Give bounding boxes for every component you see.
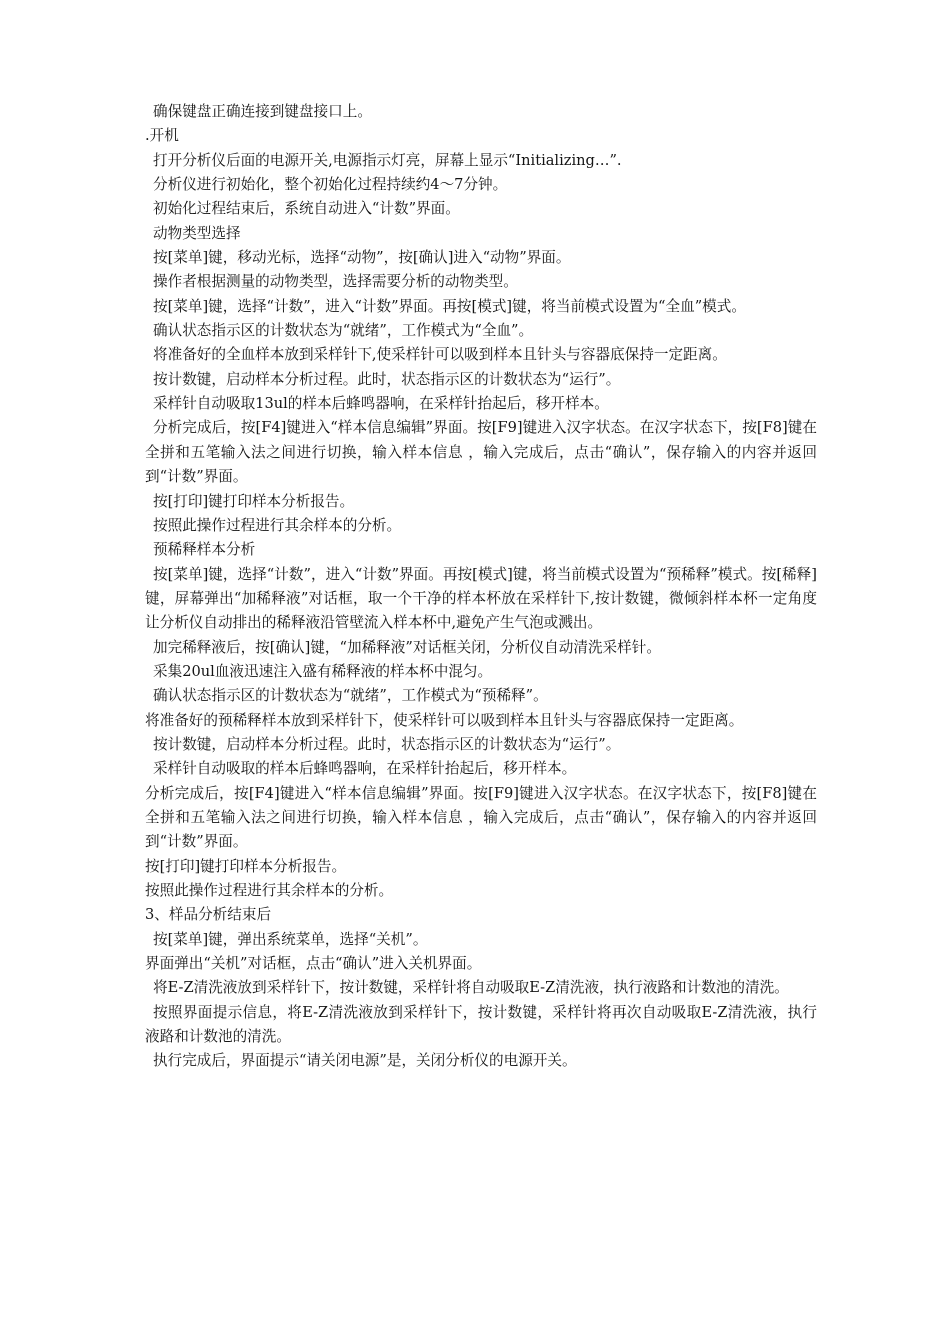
paragraph: 按计数键，启动样本分析过程。此时，状态指示区的计数状态为“运行”。 <box>153 370 621 388</box>
paragraph: 按[菜单]键，选择“计数”，进入“计数”界面。再按[模式]键，将当前模式设置为“全血”模式。 <box>153 297 746 315</box>
paragraph: 按[菜单]键，弹出系统菜单，选择“关机”。 <box>153 930 428 948</box>
paragraph: 打开分析仪后面的电源开关,电源指示灯亮，屏幕上显示“Initializing…”. <box>153 151 622 169</box>
paragraph: 确认状态指示区的计数状态为“就绪”，工作模式为“全血”。 <box>153 322 534 340</box>
paragraph: 采样针自动吸取13ul的样本后蜂鸣器响，在采样针抬起后，移开样本。 <box>153 395 609 413</box>
paragraph: 按照此操作过程进行其余样本的分析。 <box>153 516 402 534</box>
paragraph: 采集20ul血液迅速注入盛有稀释液的样本杯中混匀。 <box>153 662 493 680</box>
paragraph: 按[菜单]键，移动光标，选择“动物”，按[确认]进入“动物”界面。 <box>153 249 571 267</box>
paragraph: 按照界面提示信息，将E-Z清洗液放到采样针下，按计数键，采样针将再次自动吸取E-Z清洗液，执行液路和计数池的清洗。 <box>145 1003 817 1046</box>
paragraph: 分析完成后，按[F4]键进入“样本信息编辑”界面。按[F9]键进入汉字状态。在汉字状态下，按[F8]键在全拼和五笔输入法之间进行切换，输入样本信息 ，输入完成后，点击“确认”，保存输入的内容并返回到“计数”界面。 <box>145 419 817 486</box>
paragraph: 按照此操作过程进行其余样本的分析。 <box>145 882 394 899</box>
paragraph: 界面弹出“关机”对话框，点击“确认”进入关机界面。 <box>145 955 482 973</box>
paragraph: 执行完成后，界面提示“请关闭电源”是，关闭分析仪的电源开关。 <box>153 1052 577 1070</box>
paragraph: 将准备好的全血样本放到采样针下,使采样针可以吸到样本且针头与容器底保持一定距离。 <box>153 346 727 364</box>
paragraph: 按计数键，启动样本分析过程。此时，状态指示区的计数状态为“运行”。 <box>153 735 621 753</box>
paragraph: 按[菜单]键，选择“计数”，进入“计数”界面。再按[模式]键，将当前模式设置为“预稀释”模式。按[稀释]键，屏幕弹出“加稀释液”对话框，取一个干净的样本杯放在采样针下,按计数键，微倾斜样本杯一定角度让分析仪自动排出的稀释液沿管壁流入样本杯中,避免产生气泡或溅出。 <box>145 565 817 632</box>
paragraph: 加完稀释液后，按[确认]键，“加稀释液”对话框关闭，分析仪自动清洗采样针。 <box>153 638 661 656</box>
paragraph: 按[打印]键打印样本分析报告。 <box>145 857 347 875</box>
paragraph: 初始化过程结束后，系统自动进入“计数”界面。 <box>153 200 460 218</box>
document-body <box>145 100 817 1074</box>
paragraph: 采样针自动吸取的样本后蜂鸣器响，在采样针抬起后，移开样本。 <box>153 760 577 778</box>
paragraph: 动物类型选择 <box>153 224 241 242</box>
paragraph: 操作者根据测量的动物类型，选择需要分析的动物类型。 <box>153 273 518 291</box>
paragraph: 3、样品分析结束后 <box>145 906 272 924</box>
paragraph: 将准备好的预稀释样本放到采样针下，使采样针可以吸到样本且针头与容器底保持一定距离。 <box>145 711 744 729</box>
paragraph: 确保键盘正确连接到键盘接口上。 <box>153 103 372 120</box>
paragraph: 预稀释样本分析 <box>153 541 256 559</box>
paragraph: .开机 <box>145 127 179 145</box>
paragraph: 分析完成后，按[F4]键进入“样本信息编辑”界面。按[F9]键进入汉字状态。在汉字状态下，按[F8]键在全拼和五笔输入法之间进行切换，输入样本信息 ，输入完成后，点击“确认”，保存输入的内容并返回到“计数”界面。 <box>145 784 817 851</box>
paragraph: 将E-Z清洗液放到采样针下，按计数键，采样针将自动吸取E-Z清洗液，执行液路和计数池的清洗。 <box>153 979 789 997</box>
paragraph: 分析仪进行初始化，整个初始化过程持续约4～7分钟。 <box>153 176 508 194</box>
paragraph: 按[打印]键打印样本分析报告。 <box>153 492 355 510</box>
paragraph: 确认状态指示区的计数状态为“就绪”，工作模式为“预稀释”。 <box>153 687 548 705</box>
